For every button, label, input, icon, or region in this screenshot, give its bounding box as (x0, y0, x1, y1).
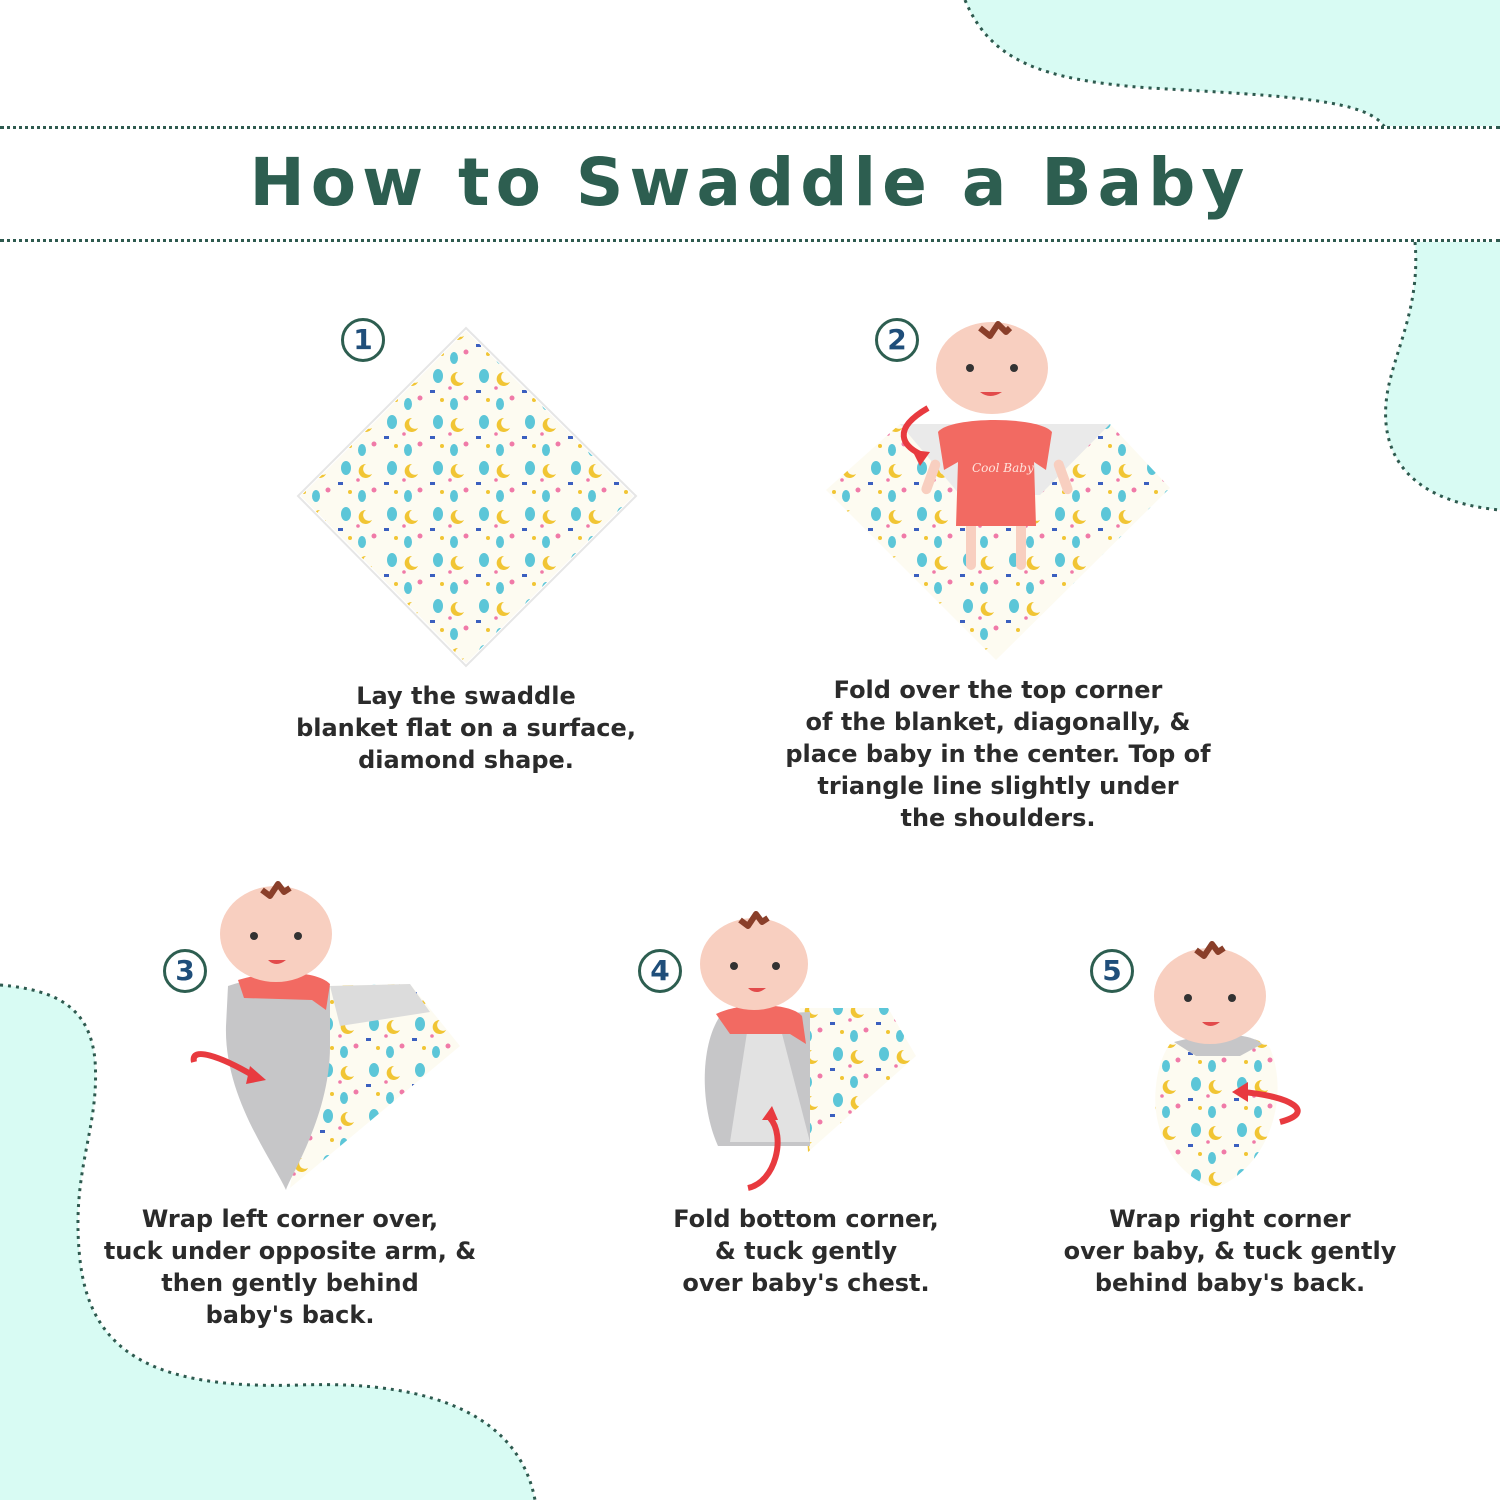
step-3-number: 3 (163, 949, 207, 993)
step-1-number: 1 (341, 318, 385, 362)
step-2-baby-illustration (820, 320, 1180, 670)
step-5-caption: Wrap right corner over baby, & tuck gently behind baby's back. (1063, 1205, 1397, 1297)
page-title: How to Swaddle a Baby (249, 144, 1251, 221)
step-5-number: 5 (1090, 949, 1134, 993)
step-3-caption: Wrap left corner over, tuck under opposite arm, & then gently behind baby's back. (103, 1205, 477, 1329)
step-3-baby-illustration (180, 876, 470, 1196)
step-4-number: 4 (638, 949, 682, 993)
step-5-baby-illustration (1140, 936, 1320, 1196)
onesie-text: Cool Baby (972, 461, 1034, 475)
step-4-caption: Fold bottom corner, & tuck gently over baby's chest. (673, 1205, 939, 1297)
step-4-baby-illustration (690, 906, 930, 1196)
step-1-caption: Lay the swaddle blanket flat on a surface, diamond shape. (296, 682, 636, 774)
step-2-number: 2 (875, 318, 919, 362)
step-2-caption: Fold over the top corner of the blanket, diagonally, & place baby in the center. Top of triangle line slightly under the shoulders. (785, 676, 1211, 832)
step-1-blanket-illustration (290, 320, 650, 680)
